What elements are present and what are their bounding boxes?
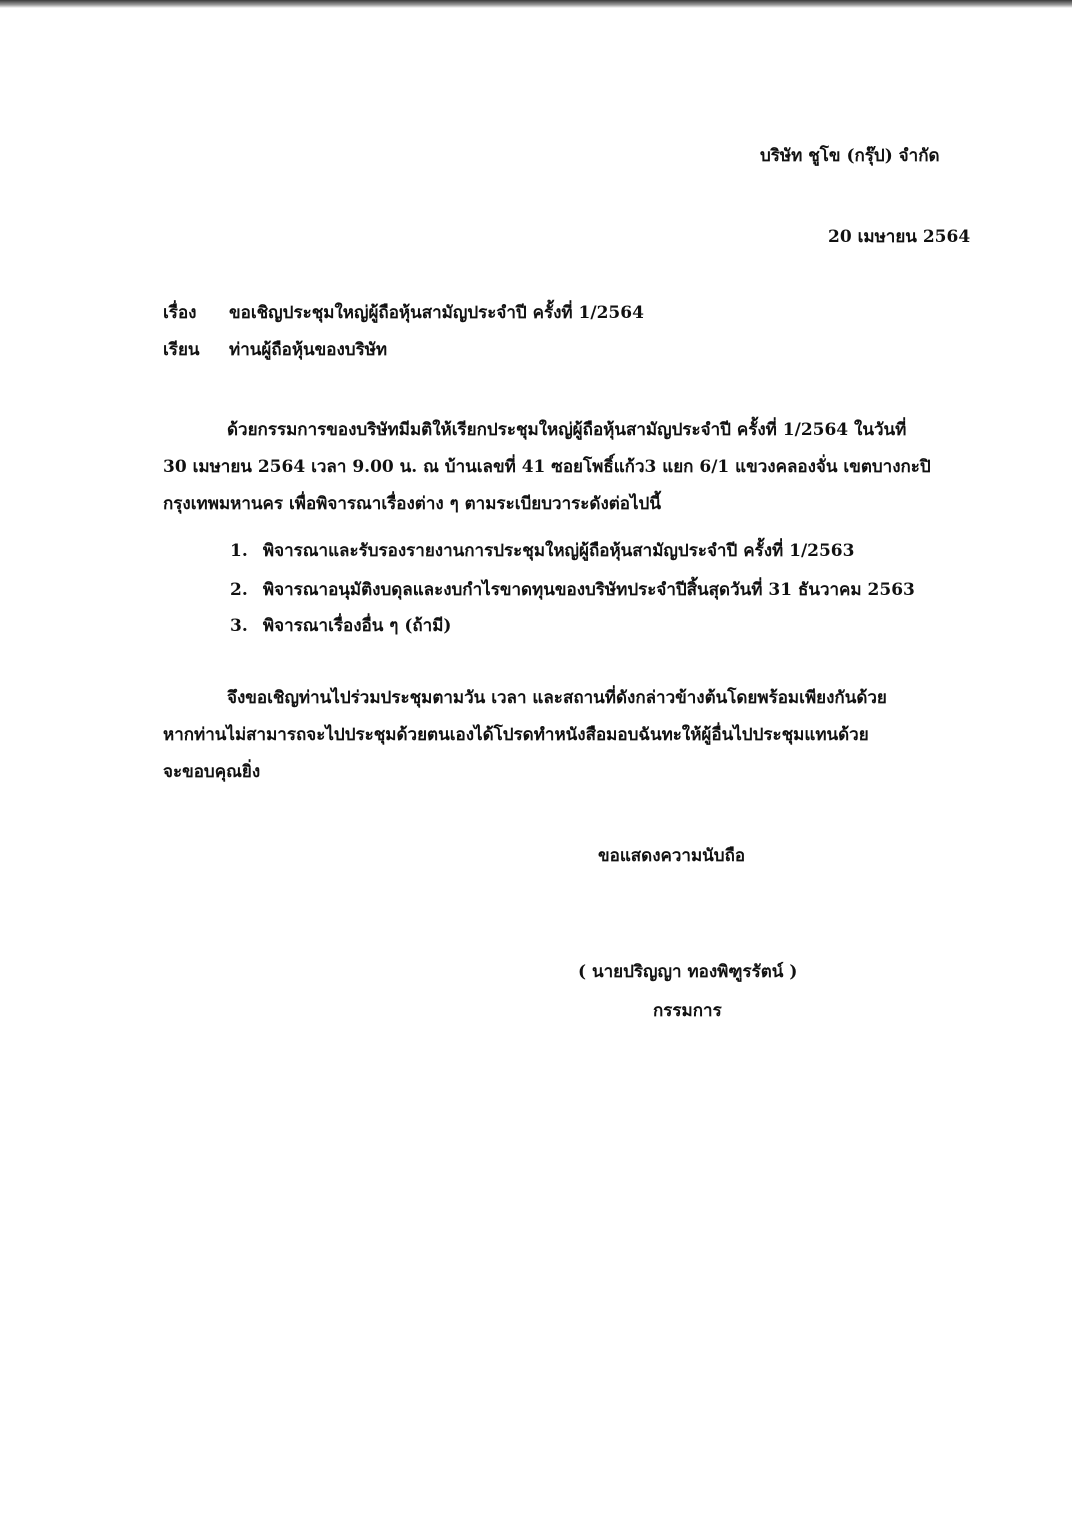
recipient-label: เรียน	[163, 340, 200, 360]
signer-name: ( นายปริญญา ทองพิฑูรรัตน์ )	[578, 962, 798, 982]
agenda-item	[230, 576, 915, 603]
agenda-number: 2.	[230, 580, 248, 600]
intro-paragraph	[163, 412, 959, 523]
recipient-text: ท่านผู้ถือหุ้นของบริษัท	[229, 340, 388, 360]
regards-text: ขอแสดงความนับถือ	[598, 846, 746, 866]
subject-text: ขอเชิญประชุมใหญ่ผู้ถือหุ้นสามัญประจำปี ครั้งที่ 1/2564	[229, 303, 644, 323]
letter-date: 20 เมษายน 2564	[828, 227, 971, 247]
agenda-number: 3.	[230, 616, 248, 636]
intro-line: กรุงเทพมหานคร เพื่อพิจารณาเรื่องต่าง ๆ ตามระเบียบวาระดังต่อไปนี้	[163, 494, 661, 514]
intro-line: ด้วยกรรมการของบริษัทมีมติให้เรียกประชุมใหญ่ผู้ถือหุ้นสามัญประจำปี ครั้งที่ 1/2564 ในวันที่	[227, 420, 907, 440]
agenda-text: พิจารณาและรับรองรายงานการประชุมใหญ่ผู้ถือหุ้นสามัญประจำปี ครั้งที่ 1/2563	[262, 541, 855, 561]
intro-line: 30 เมษายน 2564 เวลา 9.00 น. ณ บ้านเลขที่ 41 ซอยโพธิ์แก้ว3 แยก 6/1 แขวงคลองจั่น เขตบางกะปิ	[163, 457, 931, 477]
agenda-item	[230, 537, 854, 564]
agenda-text: พิจารณาอนุมัติงบดุลและงบกำไรขาดทุนของบริษัทประจำปีสิ้นสุดวันที่ 31 ธันวาคม 2563	[262, 580, 915, 600]
closing-paragraph	[163, 680, 959, 791]
agenda-text: พิจารณาเรื่องอื่น ๆ (ถ้ามี)	[262, 616, 452, 636]
closing-line: หากท่านไม่สามารถจะไปประชุมด้วยตนเองได้โปรดทำหนังสือมอบฉันทะให้ผู้อื่นไปประชุมแทนด้วย	[163, 725, 869, 745]
closing-line: จะขอบคุณยิ่ง	[163, 762, 261, 782]
signer-title: กรรมการ	[653, 1001, 722, 1021]
agenda-number: 1.	[230, 541, 248, 561]
subject-label: เรื่อง	[163, 303, 197, 323]
scan-top-edge	[0, 0, 1072, 8]
closing-line: จึงขอเชิญท่านไปร่วมประชุมตามวัน เวลา และสถานที่ดังกล่าวข้างต้นโดยพร้อมเพียงกันด้วย	[227, 688, 887, 708]
company-name: บริษัท ชูโข (กรุ๊ป) จำกัด	[760, 146, 940, 166]
agenda-item	[230, 612, 451, 639]
